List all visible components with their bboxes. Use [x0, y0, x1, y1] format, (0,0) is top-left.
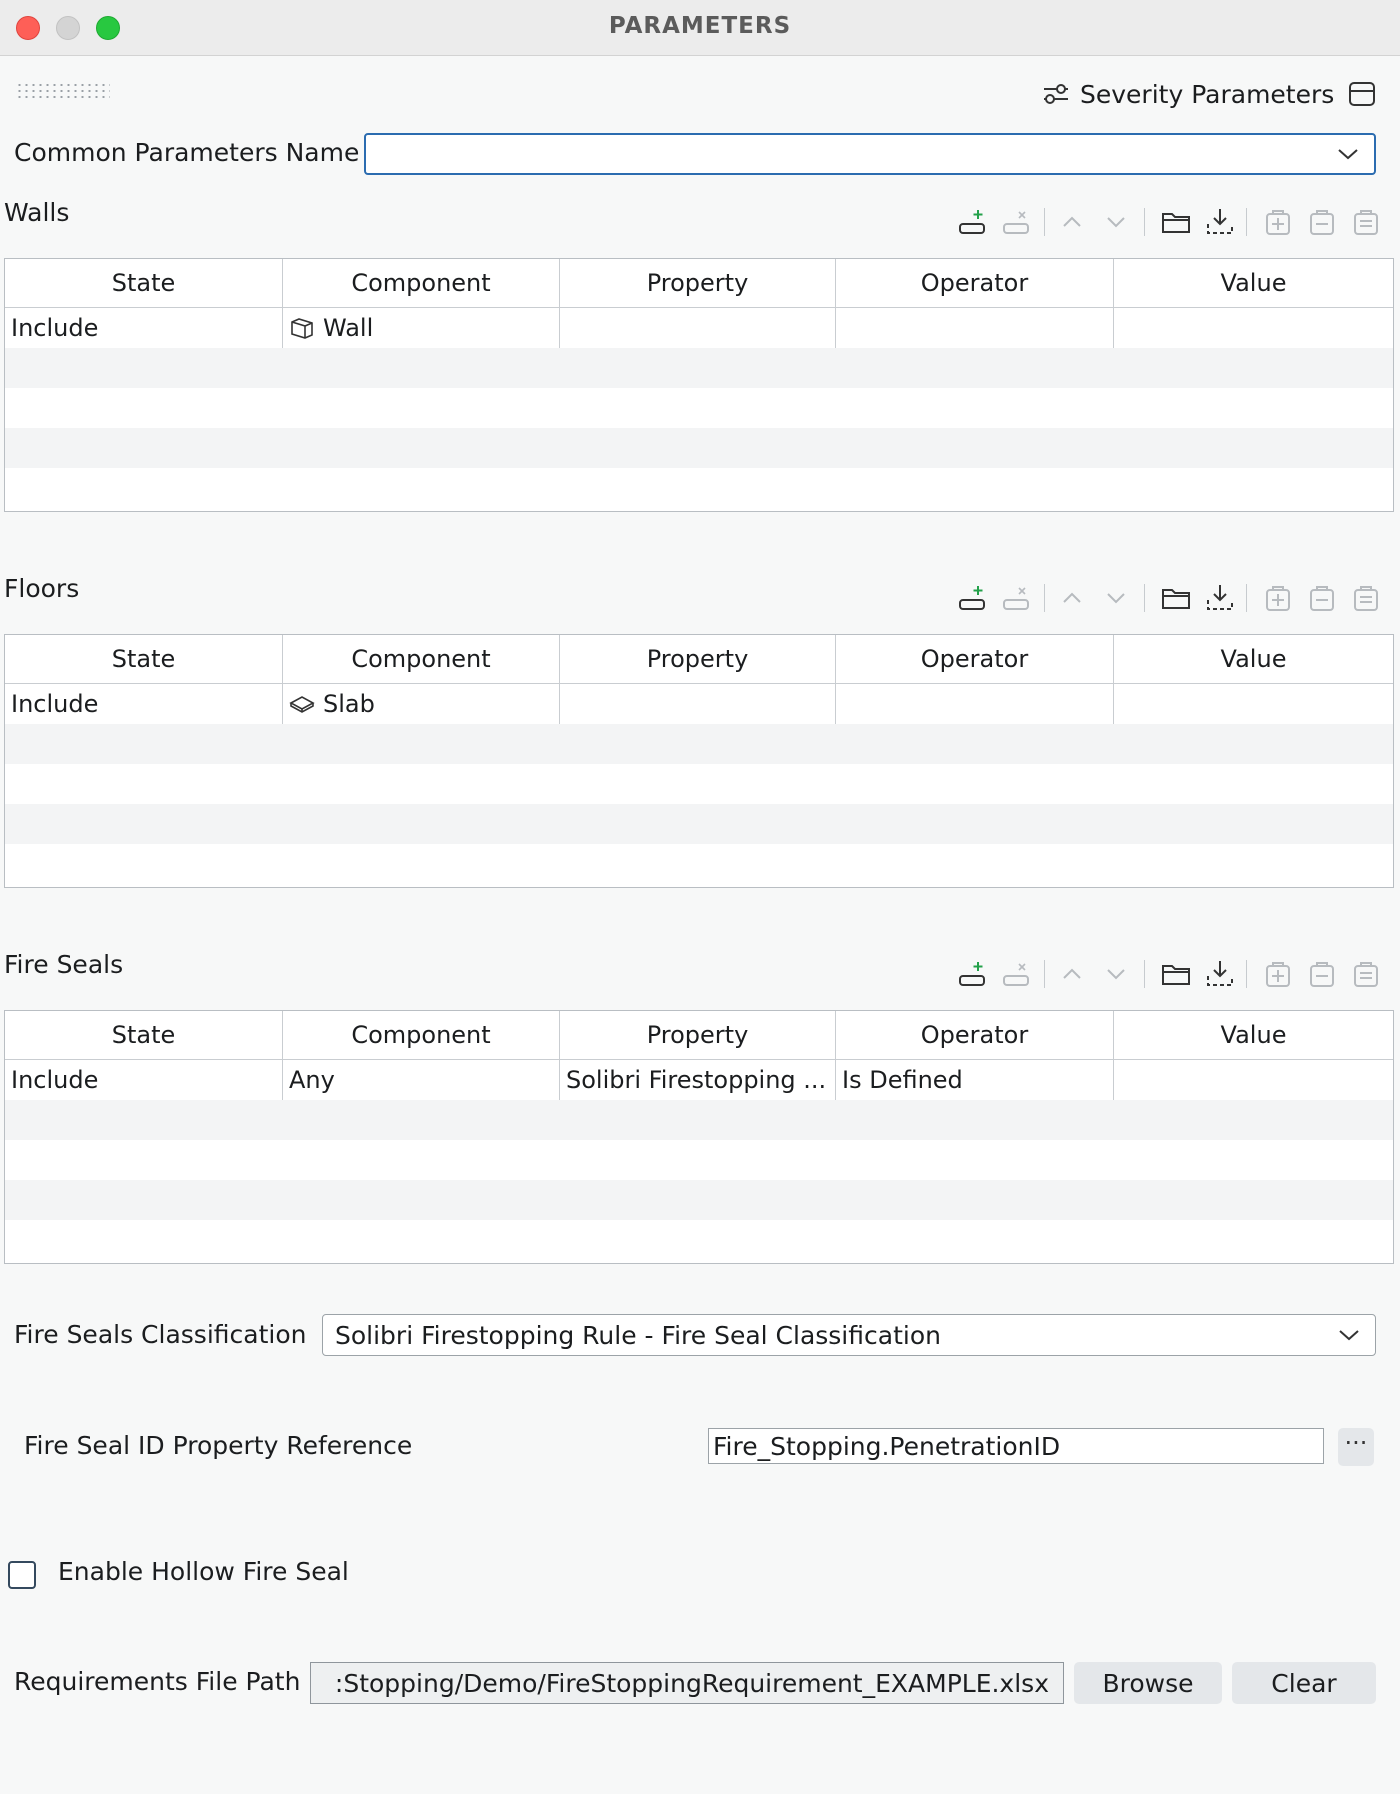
- window-title: PARAMETERS: [608, 13, 792, 39]
- cell-property[interactable]: Solibri Firestopping ...: [560, 1060, 836, 1100]
- title-bar: [0, 0, 1400, 56]
- column-header-operator[interactable]: Operator: [836, 259, 1114, 307]
- open-folder-icon[interactable]: [1160, 206, 1192, 238]
- fire-seals-table: [4, 1010, 1394, 1264]
- floors-table: [4, 634, 1394, 888]
- empty-row: [5, 1100, 1393, 1140]
- clear-set-icon[interactable]: [1350, 582, 1382, 614]
- table-row[interactable]: [5, 308, 1393, 348]
- add-set-icon[interactable]: [1262, 582, 1294, 614]
- clear-set-icon[interactable]: [1350, 958, 1382, 990]
- move-down-icon[interactable]: [1100, 958, 1132, 990]
- remove-row-icon[interactable]: [1000, 958, 1032, 990]
- column-header-state[interactable]: State: [5, 1011, 283, 1059]
- drag-handle-icon[interactable]: [16, 82, 110, 102]
- move-up-icon[interactable]: [1056, 206, 1088, 238]
- clear-button[interactable]: Clear: [1232, 1662, 1376, 1704]
- cell-value[interactable]: [1114, 308, 1393, 348]
- column-header-component[interactable]: Component: [283, 635, 560, 683]
- cell-component-text: Slab: [323, 690, 375, 718]
- open-folder-icon[interactable]: [1160, 958, 1192, 990]
- column-header-property[interactable]: Property: [560, 259, 836, 307]
- cell-component[interactable]: [283, 308, 560, 348]
- requirements-path-value: :Stopping/Demo/FireStoppingRequirement_EXAMPLE.xlsx: [334, 1668, 1049, 1698]
- cell-component[interactable]: Any: [283, 1060, 560, 1100]
- toolbar-separator: [1044, 960, 1045, 988]
- empty-row: [5, 804, 1393, 844]
- remove-row-icon[interactable]: [1000, 206, 1032, 238]
- cell-component[interactable]: [283, 684, 560, 724]
- empty-row: [5, 1140, 1393, 1180]
- walls-title: Walls: [4, 198, 70, 227]
- table-header: [5, 1011, 1393, 1060]
- cell-operator[interactable]: Is Defined: [836, 1060, 1114, 1100]
- fire-seals-title: Fire Seals: [4, 950, 124, 979]
- toolbar-separator: [1246, 584, 1247, 612]
- toolbar-separator: [1246, 960, 1247, 988]
- toolbar-separator: [1144, 584, 1145, 612]
- import-icon[interactable]: [1204, 958, 1236, 990]
- open-folder-icon[interactable]: [1160, 582, 1192, 614]
- toolbar-separator: [1246, 208, 1247, 236]
- move-down-icon[interactable]: [1100, 206, 1132, 238]
- empty-row: [5, 428, 1393, 468]
- classification-combobox[interactable]: [322, 1314, 1376, 1356]
- walls-toolbar: [956, 202, 1386, 242]
- chevron-down-icon: [1336, 146, 1360, 162]
- column-header-value[interactable]: Value: [1220, 645, 1287, 673]
- remove-set-icon[interactable]: [1306, 582, 1338, 614]
- toolbar-separator: [1144, 960, 1145, 988]
- cell-value[interactable]: [1114, 684, 1393, 724]
- column-header-value[interactable]: Value: [1220, 269, 1287, 297]
- cell-value[interactable]: [1114, 1060, 1393, 1100]
- empty-row: [5, 348, 1393, 388]
- fire-seals-toolbar: [956, 954, 1386, 994]
- hollow-fire-seal-label: Enable Hollow Fire Seal: [58, 1557, 349, 1586]
- import-icon[interactable]: [1204, 206, 1236, 238]
- more-options-button[interactable]: ···: [1338, 1428, 1374, 1466]
- browse-button[interactable]: Browse: [1074, 1662, 1222, 1704]
- chevron-down-icon: [1337, 1327, 1361, 1343]
- cell-operator[interactable]: [836, 684, 1114, 724]
- column-header-component[interactable]: Component: [283, 259, 560, 307]
- move-up-icon[interactable]: [1056, 958, 1088, 990]
- seal-id-label: Fire Seal ID Property Reference: [24, 1431, 413, 1460]
- requirements-path-label: Requirements File Path: [14, 1667, 301, 1696]
- hollow-fire-seal-checkbox[interactable]: [8, 1561, 36, 1589]
- remove-row-icon[interactable]: [1000, 582, 1032, 614]
- slab-icon: [289, 691, 315, 717]
- empty-row: [5, 724, 1393, 764]
- add-row-icon[interactable]: [956, 958, 988, 990]
- table-header: [5, 635, 1393, 684]
- empty-row: [5, 468, 1393, 508]
- empty-row: [5, 844, 1393, 884]
- floors-title: Floors: [4, 574, 80, 603]
- remove-set-icon[interactable]: [1306, 206, 1338, 238]
- cell-operator[interactable]: [836, 308, 1114, 348]
- move-down-icon[interactable]: [1100, 582, 1132, 614]
- empty-row: [5, 388, 1393, 428]
- clear-set-icon[interactable]: [1350, 206, 1382, 238]
- cell-component-text: Wall: [323, 314, 374, 342]
- classification-value: Solibri Firestopping Rule - Fire Seal Classification: [335, 1320, 941, 1350]
- add-row-icon[interactable]: [956, 206, 988, 238]
- add-set-icon[interactable]: [1262, 206, 1294, 238]
- cell-property[interactable]: [560, 684, 836, 724]
- panel-layout-icon[interactable]: [1348, 80, 1376, 108]
- severity-parameters-button[interactable]: [1042, 78, 1334, 110]
- toolbar-separator: [1044, 208, 1045, 236]
- cell-state[interactable]: Include: [5, 308, 283, 348]
- empty-row: [5, 1180, 1393, 1220]
- cell-state[interactable]: Include: [5, 684, 283, 724]
- import-icon[interactable]: [1204, 582, 1236, 614]
- column-header-operator[interactable]: Operator: [836, 635, 1114, 683]
- column-header-property[interactable]: Property: [560, 1011, 836, 1059]
- empty-row: [5, 764, 1393, 804]
- toolbar-separator: [1144, 208, 1145, 236]
- requirements-path-input[interactable]: [310, 1662, 1064, 1704]
- column-header-value[interactable]: Value: [1220, 1021, 1287, 1049]
- common-parameters-combobox[interactable]: [364, 133, 1376, 175]
- column-header-operator[interactable]: Operator: [836, 1011, 1114, 1059]
- column-header-state[interactable]: State: [5, 259, 283, 307]
- toolbar-separator: [1044, 584, 1045, 612]
- sliders-icon: [1042, 83, 1070, 105]
- remove-set-icon[interactable]: [1306, 958, 1338, 990]
- cell-property[interactable]: [560, 308, 836, 348]
- column-header-property[interactable]: Property: [560, 635, 836, 683]
- add-set-icon[interactable]: [1262, 958, 1294, 990]
- column-header-state[interactable]: State: [5, 635, 283, 683]
- empty-row: [5, 1220, 1393, 1260]
- column-header-component[interactable]: Component: [283, 1011, 560, 1059]
- table-header: [5, 259, 1393, 308]
- common-parameters-label: Common Parameters Name: [14, 138, 360, 167]
- wall-icon: [289, 315, 315, 341]
- classification-label: Fire Seals Classification: [14, 1320, 307, 1349]
- walls-table: [4, 258, 1394, 512]
- table-row[interactable]: [5, 684, 1393, 724]
- move-up-icon[interactable]: [1056, 582, 1088, 614]
- severity-parameters-label: Severity Parameters: [1080, 79, 1335, 109]
- floors-toolbar: [956, 578, 1386, 618]
- add-row-icon[interactable]: [956, 582, 988, 614]
- seal-id-input[interactable]: Fire_Stopping.PenetrationID: [708, 1428, 1324, 1464]
- cell-state[interactable]: Include: [5, 1060, 283, 1100]
- table-row[interactable]: [5, 1060, 1393, 1100]
